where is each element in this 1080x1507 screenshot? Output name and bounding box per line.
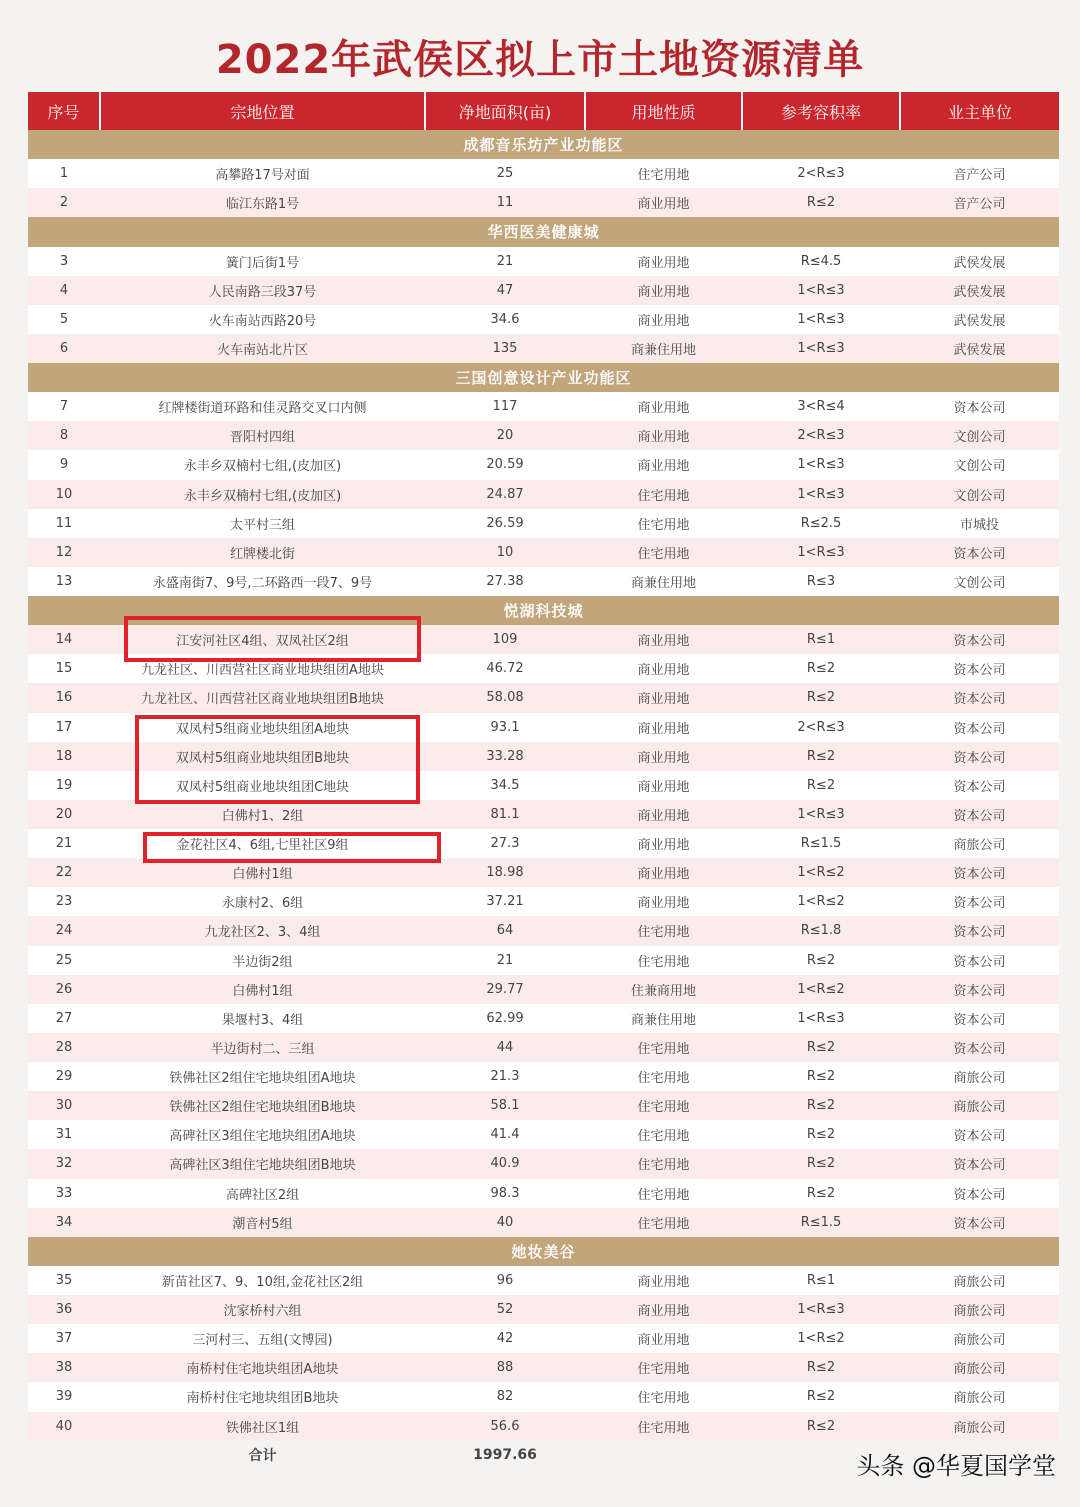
section-title: 她妆美谷 [28,1237,1059,1266]
cell-location: 潮音村5组 [100,1208,425,1237]
cell-location: 铁佛社区2组住宅地块组团A地块 [100,1062,425,1091]
table-row [28,683,1059,712]
table-row [28,916,1059,945]
cell-area: 40 [425,1208,585,1237]
cell-location: 铁佛社区1组 [100,1412,425,1441]
table-row [28,1382,1059,1411]
cell-plot-ratio: 1<R≤2 [742,858,900,887]
cell-owner: 商旅公司 [900,1295,1059,1324]
cell-land-use: 商业用地 [585,1266,742,1295]
cell-location: 九龙社区、川西营社区商业地块组团B地块 [100,683,425,712]
cell-owner: 资本公司 [900,742,1059,771]
cell-area: 33.28 [425,742,585,771]
cell-area: 34.6 [425,305,585,334]
cell-owner: 资本公司 [900,1004,1059,1033]
cell-seq: 18 [28,742,100,771]
cell-owner: 资本公司 [900,654,1059,683]
cell-seq: 10 [28,480,100,509]
table-row [28,1091,1059,1120]
table-row [28,1120,1059,1149]
cell-plot-ratio: 1<R≤3 [742,276,900,305]
cell-area: 93.1 [425,713,585,742]
cell-owner: 资本公司 [900,1208,1059,1237]
cell-area: 21 [425,247,585,276]
cell-plot-ratio: 3<R≤4 [742,392,900,421]
table-row [28,567,1059,596]
table-row [28,1295,1059,1324]
cell-plot-ratio: R≤4.5 [742,247,900,276]
cell-owner: 资本公司 [900,916,1059,945]
cell-location: 南桥村住宅地块组团B地块 [100,1382,425,1411]
cell-plot-ratio: 1<R≤2 [742,887,900,916]
cell-seq: 7 [28,392,100,421]
section-title: 成都音乐坊产业功能区 [28,130,1059,159]
cell-plot-ratio: R≤2 [742,1382,900,1411]
cell-area: 41.4 [425,1120,585,1149]
section-header-row [28,1237,1059,1266]
cell-land-use: 住宅用地 [585,1091,742,1120]
table-row [28,1266,1059,1295]
cell-plot-ratio: R≤2 [742,188,900,217]
cell-seq: 14 [28,625,100,654]
cell-plot-ratio: R≤2 [742,683,900,712]
cell-location: 晋阳村四组 [100,421,425,450]
cell-owner: 音产公司 [900,159,1059,188]
cell-land-use: 住宅用地 [585,916,742,945]
cell-location: 双凤村5组商业地块组团B地块 [100,742,425,771]
cell-land-use: 商业用地 [585,625,742,654]
cell-seq: 21 [28,829,100,858]
cell-location: 金花社区4、6组,七里社区9组 [100,829,425,858]
section-title: 三国创意设计产业功能区 [28,363,1059,392]
cell-owner: 文创公司 [900,421,1059,450]
cell-location: 高碑社区3组住宅地块组团B地块 [100,1149,425,1178]
cell-owner: 商旅公司 [900,829,1059,858]
cell-plot-ratio: 2<R≤3 [742,421,900,450]
table-row [28,1033,1059,1062]
cell-plot-ratio: R≤2 [742,742,900,771]
table-row [28,1412,1059,1441]
cell-location: 永丰乡双楠村七组,(皮加区) [100,480,425,509]
cell-plot-ratio: R≤2 [742,1120,900,1149]
cell-owner: 资本公司 [900,1033,1059,1062]
cell-land-use: 住宅用地 [585,1120,742,1149]
table-row [28,887,1059,916]
cell-owner: 资本公司 [900,858,1059,887]
cell-area: 98.3 [425,1179,585,1208]
header-land-use: 用地性质 [585,92,742,130]
cell-location: 永盛南街7、9号,二环路西一段7、9号 [100,567,425,596]
table-row [28,975,1059,1004]
cell-area: 26.59 [425,509,585,538]
cell-owner: 武侯发展 [900,276,1059,305]
cell-owner: 资本公司 [900,1120,1059,1149]
cell-seq: 37 [28,1324,100,1353]
cell-land-use: 商兼住用地 [585,334,742,363]
cell-location: 高攀路17号对面 [100,159,425,188]
table-row [28,1179,1059,1208]
cell-area: 18.98 [425,858,585,887]
cell-location: 白佛村1、2组 [100,800,425,829]
cell-land-use: 商业用地 [585,742,742,771]
cell-owner: 文创公司 [900,480,1059,509]
cell-location: 白佛村1组 [100,975,425,1004]
cell-seq: 40 [28,1412,100,1441]
cell-land-use: 商业用地 [585,276,742,305]
table-row [28,1149,1059,1178]
cell-plot-ratio: 1<R≤3 [742,334,900,363]
cell-location: 红牌楼北街 [100,538,425,567]
table-row [28,1353,1059,1382]
cell-area: 58.08 [425,683,585,712]
cell-location: 沈家桥村六组 [100,1295,425,1324]
table-row [28,450,1059,479]
cell-area: 24.87 [425,480,585,509]
cell-area: 42 [425,1324,585,1353]
cell-land-use: 住宅用地 [585,946,742,975]
cell-seq: 2 [28,188,100,217]
cell-owner: 武侯发展 [900,305,1059,334]
cell-plot-ratio: R≤3 [742,567,900,596]
cell-plot-ratio: 1<R≤3 [742,538,900,567]
header-owner: 业主单位 [900,92,1059,130]
cell-seq: 1 [28,159,100,188]
cell-seq: 12 [28,538,100,567]
cell-seq: 4 [28,276,100,305]
cell-seq: 5 [28,305,100,334]
cell-location: 火车南站北片区 [100,334,425,363]
cell-plot-ratio: R≤2 [742,1091,900,1120]
table-row [28,946,1059,975]
cell-area: 21.3 [425,1062,585,1091]
cell-plot-ratio: R≤2.5 [742,509,900,538]
cell-seq: 11 [28,509,100,538]
table-row [28,159,1059,188]
cell-seq: 32 [28,1149,100,1178]
cell-plot-ratio: R≤2 [742,1062,900,1091]
highlight-box-row-14 [124,616,421,662]
cell-area: 27.38 [425,567,585,596]
cell-land-use: 商业用地 [585,1295,742,1324]
table-row [28,188,1059,217]
cell-area: 25 [425,159,585,188]
cell-area: 20 [425,421,585,450]
section-header-row [28,217,1059,246]
cell-seq: 25 [28,946,100,975]
cell-land-use: 住宅用地 [585,1412,742,1441]
cell-owner: 文创公司 [900,450,1059,479]
total-empty [28,1441,100,1470]
cell-owner: 资本公司 [900,392,1059,421]
cell-land-use: 商业用地 [585,188,742,217]
cell-plot-ratio: 1<R≤3 [742,305,900,334]
cell-land-use: 住宅用地 [585,1033,742,1062]
total-empty [585,1441,742,1470]
cell-owner: 武侯发展 [900,247,1059,276]
cell-owner: 武侯发展 [900,334,1059,363]
cell-owner: 资本公司 [900,946,1059,975]
cell-location: 半边街2组 [100,946,425,975]
cell-owner: 音产公司 [900,188,1059,217]
table-row [28,509,1059,538]
cell-plot-ratio: R≤2 [742,1412,900,1441]
cell-area: 81.1 [425,800,585,829]
cell-seq: 9 [28,450,100,479]
cell-seq: 38 [28,1353,100,1382]
cell-seq: 6 [28,334,100,363]
cell-seq: 36 [28,1295,100,1324]
cell-area: 109 [425,625,585,654]
cell-location: 半边街村二、三组 [100,1033,425,1062]
cell-area: 44 [425,1033,585,1062]
cell-area: 40.9 [425,1149,585,1178]
cell-owner: 商旅公司 [900,1353,1059,1382]
cell-area: 82 [425,1382,585,1411]
cell-seq: 15 [28,654,100,683]
cell-seq: 16 [28,683,100,712]
cell-plot-ratio: R≤1.5 [742,1208,900,1237]
cell-owner: 资本公司 [900,538,1059,567]
cell-land-use: 商业用地 [585,1324,742,1353]
cell-seq: 22 [28,858,100,887]
cell-location: 红牌楼街道环路和佳灵路交叉口内侧 [100,392,425,421]
header-plot-ratio: 参考容积率 [742,92,900,130]
cell-seq: 34 [28,1208,100,1237]
cell-seq: 24 [28,916,100,945]
cell-land-use: 商业用地 [585,247,742,276]
cell-owner: 资本公司 [900,887,1059,916]
cell-location: 永康村2、6组 [100,887,425,916]
cell-owner: 资本公司 [900,771,1059,800]
cell-land-use: 商业用地 [585,829,742,858]
cell-plot-ratio: 2<R≤3 [742,159,900,188]
cell-land-use: 商业用地 [585,858,742,887]
cell-area: 11 [425,188,585,217]
cell-area: 46.72 [425,654,585,683]
table-row [28,1208,1059,1237]
section-header-row [28,130,1059,159]
cell-owner: 资本公司 [900,683,1059,712]
cell-location: 九龙社区2、3、4组 [100,916,425,945]
cell-plot-ratio: 1<R≤2 [742,1324,900,1353]
cell-plot-ratio: 1<R≤3 [742,450,900,479]
cell-owner: 资本公司 [900,713,1059,742]
cell-seq: 20 [28,800,100,829]
cell-location: 永丰乡双楠村七组,(皮加区) [100,450,425,479]
cell-plot-ratio: R≤2 [742,1179,900,1208]
header-seq: 序号 [28,92,100,130]
cell-location: 南桥村住宅地块组团A地块 [100,1353,425,1382]
cell-area: 88 [425,1353,585,1382]
cell-land-use: 住兼商用地 [585,975,742,1004]
cell-area: 47 [425,276,585,305]
section-title: 悦湖科技城 [28,596,1059,625]
cell-seq: 3 [28,247,100,276]
cell-owner: 资本公司 [900,1149,1059,1178]
header-location: 宗地位置 [100,92,425,130]
cell-seq: 35 [28,1266,100,1295]
cell-plot-ratio: 1<R≤3 [742,1004,900,1033]
cell-land-use: 商业用地 [585,800,742,829]
cell-plot-ratio: R≤2 [742,946,900,975]
cell-location: 三河村三、五组(文博园) [100,1324,425,1353]
cell-land-use: 住宅用地 [585,1062,742,1091]
cell-owner: 资本公司 [900,1179,1059,1208]
cell-location: 果堰村3、4组 [100,1004,425,1033]
table-row [28,421,1059,450]
cell-area: 62.99 [425,1004,585,1033]
cell-land-use: 商业用地 [585,771,742,800]
cell-seq: 23 [28,887,100,916]
cell-land-use: 住宅用地 [585,1353,742,1382]
cell-owner: 商旅公司 [900,1266,1059,1295]
cell-seq: 33 [28,1179,100,1208]
cell-location: 双凤村5组商业地块组团C地块 [100,771,425,800]
cell-land-use: 商业用地 [585,713,742,742]
cell-land-use: 商业用地 [585,654,742,683]
cell-land-use: 商业用地 [585,421,742,450]
cell-land-use: 住宅用地 [585,509,742,538]
cell-owner: 商旅公司 [900,1412,1059,1441]
cell-plot-ratio: 1<R≤3 [742,1295,900,1324]
table-row [28,1324,1059,1353]
cell-area: 135 [425,334,585,363]
cell-owner: 商旅公司 [900,1324,1059,1353]
cell-seq: 27 [28,1004,100,1033]
cell-seq: 13 [28,567,100,596]
cell-location: 新苗社区7、9、10组,金花社区2组 [100,1266,425,1295]
cell-seq: 17 [28,713,100,742]
cell-seq: 29 [28,1062,100,1091]
table-row [28,480,1059,509]
cell-plot-ratio: 1<R≤3 [742,480,900,509]
table-row [28,538,1059,567]
cell-owner: 商旅公司 [900,1062,1059,1091]
cell-owner: 商旅公司 [900,1091,1059,1120]
cell-land-use: 商业用地 [585,305,742,334]
cell-land-use: 住宅用地 [585,159,742,188]
cell-location: 双凤村5组商业地块组团A地块 [100,713,425,742]
cell-seq: 31 [28,1120,100,1149]
table-row [28,305,1059,334]
cell-location: 火车南站西路20号 [100,305,425,334]
total-value: 1997.66 [425,1441,585,1470]
cell-seq: 39 [28,1382,100,1411]
cell-area: 96 [425,1266,585,1295]
cell-seq: 30 [28,1091,100,1120]
table-row [28,800,1059,829]
cell-land-use: 商兼住用地 [585,1004,742,1033]
cell-area: 64 [425,916,585,945]
cell-plot-ratio: R≤2 [742,771,900,800]
cell-location: 九龙社区、川西营社区商业地块组团A地块 [100,654,425,683]
cell-land-use: 商业用地 [585,887,742,916]
cell-area: 117 [425,392,585,421]
cell-location: 江安河社区4组、双凤社区2组 [100,625,425,654]
table-header-row [28,92,1059,130]
cell-area: 37.21 [425,887,585,916]
cell-location: 高碑社区2组 [100,1179,425,1208]
cell-area: 20.59 [425,450,585,479]
highlight-box-rows-17-19 [135,715,420,804]
cell-location: 簧门后街1号 [100,247,425,276]
table-row [28,392,1059,421]
cell-land-use: 住宅用地 [585,1179,742,1208]
cell-location: 铁佛社区2组住宅地块组团B地块 [100,1091,425,1120]
cell-land-use: 住宅用地 [585,1208,742,1237]
table-row [28,247,1059,276]
total-label: 合计 [100,1441,425,1470]
cell-plot-ratio: 1<R≤3 [742,800,900,829]
table-row [28,276,1059,305]
header-area: 净地面积(亩) [425,92,585,130]
cell-plot-ratio: R≤2 [742,1033,900,1062]
cell-land-use: 住宅用地 [585,1382,742,1411]
cell-area: 10 [425,538,585,567]
cell-location: 高碑社区3组住宅地块组团A地块 [100,1120,425,1149]
cell-plot-ratio: R≤2 [742,654,900,683]
cell-land-use: 商兼住用地 [585,567,742,596]
cell-plot-ratio: R≤2 [742,1353,900,1382]
cell-area: 21 [425,946,585,975]
cell-plot-ratio: 1<R≤2 [742,975,900,1004]
page-title: 2022年武侯区拟上市土地资源清单 [215,37,865,83]
cell-location: 人民南路三段37号 [100,276,425,305]
cell-location: 临江东路1号 [100,188,425,217]
section-header-row [28,363,1059,392]
cell-owner: 市城投 [900,509,1059,538]
cell-land-use: 商业用地 [585,450,742,479]
cell-area: 34.5 [425,771,585,800]
cell-land-use: 住宅用地 [585,1149,742,1178]
cell-area: 29.77 [425,975,585,1004]
cell-area: 58.1 [425,1091,585,1120]
cell-owner: 资本公司 [900,800,1059,829]
table-row [28,334,1059,363]
cell-location: 太平村三组 [100,509,425,538]
cell-seq: 19 [28,771,100,800]
cell-area: 56.6 [425,1412,585,1441]
cell-area: 27.3 [425,829,585,858]
cell-land-use: 住宅用地 [585,480,742,509]
cell-plot-ratio: R≤1 [742,625,900,654]
cell-land-use: 商业用地 [585,683,742,712]
cell-seq: 26 [28,975,100,1004]
cell-plot-ratio: R≤1 [742,1266,900,1295]
watermark-text: 头条 @华夏国学堂 [856,1452,1056,1480]
cell-seq: 28 [28,1033,100,1062]
cell-plot-ratio: 2<R≤3 [742,713,900,742]
table-row [28,1062,1059,1091]
cell-location: 白佛村1组 [100,858,425,887]
cell-plot-ratio: R≤1.8 [742,916,900,945]
cell-owner: 文创公司 [900,567,1059,596]
cell-land-use: 住宅用地 [585,538,742,567]
section-title: 华西医美健康城 [28,217,1059,246]
cell-land-use: 商业用地 [585,392,742,421]
highlight-box-row-21 [143,832,441,863]
cell-owner: 商旅公司 [900,1382,1059,1411]
cell-area: 52 [425,1295,585,1324]
cell-owner: 资本公司 [900,625,1059,654]
cell-seq: 8 [28,421,100,450]
table-row [28,1004,1059,1033]
cell-plot-ratio: R≤1.5 [742,829,900,858]
cell-owner: 资本公司 [900,975,1059,1004]
cell-plot-ratio: R≤2 [742,1149,900,1178]
